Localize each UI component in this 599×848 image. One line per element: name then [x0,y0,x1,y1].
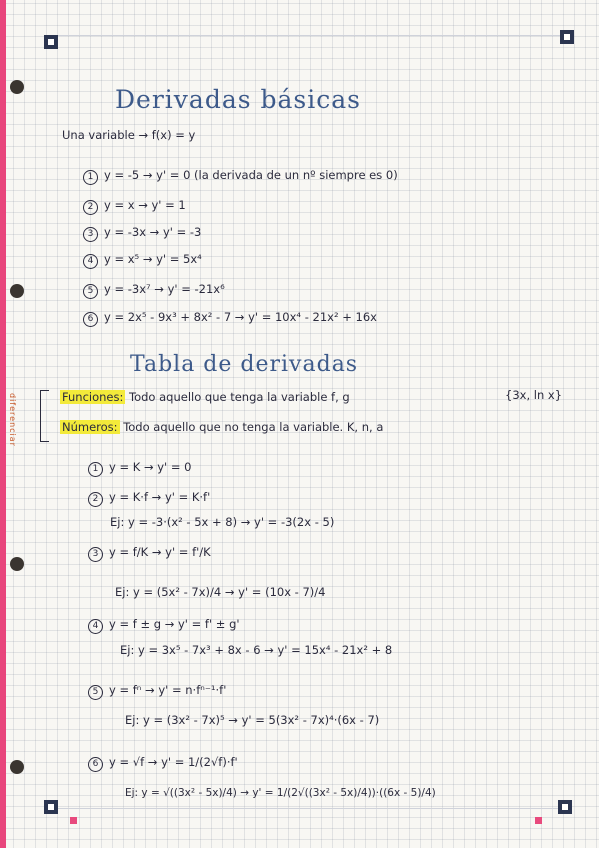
item-text: y = 2x⁵ - 9x³ + 8x² - 7 → y' = 10x⁴ - 21x² + 16x [104,310,377,324]
funciones-line [60,390,350,404]
item-text: y = x⁵ → y' = 5x⁴ [104,252,202,266]
item-number: 3 [88,547,103,562]
list-item [83,252,202,269]
rule-formula: y = f ± g → y' = f' ± g' [109,617,240,631]
rule-formula: y = K·f → y' = K·f' [109,490,211,504]
item-number: 4 [88,619,103,634]
rule-example: Ej: y = 3x⁵ - 7x³ + 8x - 6 → y' = 15x⁴ - 21x² + 8 [120,643,393,657]
punch-hole [10,80,24,94]
rule-formula: y = fⁿ → y' = n·fⁿ⁻¹·f' [109,683,227,697]
rule-item [88,460,191,477]
list-item [83,198,186,215]
list-item [83,310,377,327]
corner-marker-icon [44,800,58,814]
list-item [83,282,225,299]
item-text: y = -3x⁷ → y' = -21x⁶ [104,282,225,296]
rule-item [88,755,238,772]
punch-hole [10,557,24,571]
punch-hole [10,760,24,774]
numeros-text: Todo aquello que no tenga la variable. K, n, a [123,420,384,434]
funciones-example: {3x, ln x} [505,388,563,402]
title-basic: Derivadas básicas [115,85,361,114]
rule-example: Ej: y = √((3x² - 5x)/4) → y' = 1/(2√((3x² - 5x)/4))·((6x - 5)/4) [125,787,436,799]
list-item [83,168,398,185]
funciones-text: Todo aquello que tenga la variable f, g [129,390,350,404]
side-note: diferenciar [8,393,17,447]
rule-formula: y = f/K → y' = f'/K [109,545,211,559]
item-text: y = x → y' = 1 [104,198,186,212]
item-number: 6 [83,312,98,327]
item-number: 1 [83,170,98,185]
rule-example: Ej: y = (5x² - 7x)/4 → y' = (10x - 7)/4 [115,585,326,599]
pink-marker [70,817,77,824]
punch-hole [10,284,24,298]
pink-marker [535,817,542,824]
brace-icon [40,390,49,442]
item-number: 5 [88,685,103,700]
numeros-label: Números: [62,420,118,434]
corner-marker-icon [558,800,572,814]
rule-item [88,490,210,507]
item-text: y = -3x → y' = -3 [104,225,202,239]
item-number: 6 [88,757,103,772]
numeros-line [60,420,383,434]
frame-bottom-line [44,808,564,809]
item-text: y = -5 → y' = 0 (la derivada de un nº siempre es 0) [104,168,398,182]
item-number: 4 [83,254,98,269]
corner-marker-icon [44,35,58,49]
page-margin-stripe [0,0,6,848]
rule-formula: y = K → y' = 0 [109,460,192,474]
item-number: 3 [83,227,98,242]
item-number: 2 [88,492,103,507]
intro-line: Una variable → f(x) = y [62,128,196,142]
title-table: Tabla de derivadas [130,352,359,377]
rule-example: Ej: y = (3x² - 7x)⁵ → y' = 5(3x² - 7x)⁴·(6x - 7) [125,713,380,727]
item-number: 2 [83,200,98,215]
item-number: 1 [88,462,103,477]
frame-top-line [44,35,564,36]
rule-formula: y = √f → y' = 1/(2√f)·f' [109,755,238,769]
rule-item [88,617,240,634]
corner-marker-icon [560,30,574,44]
rule-item [88,545,211,562]
rule-item [88,683,226,700]
funciones-label: Funciones: [62,390,124,404]
item-number: 5 [83,284,98,299]
list-item [83,225,201,242]
rule-example: Ej: y = -3·(x² - 5x + 8) → y' = -3(2x - 5) [110,515,335,529]
